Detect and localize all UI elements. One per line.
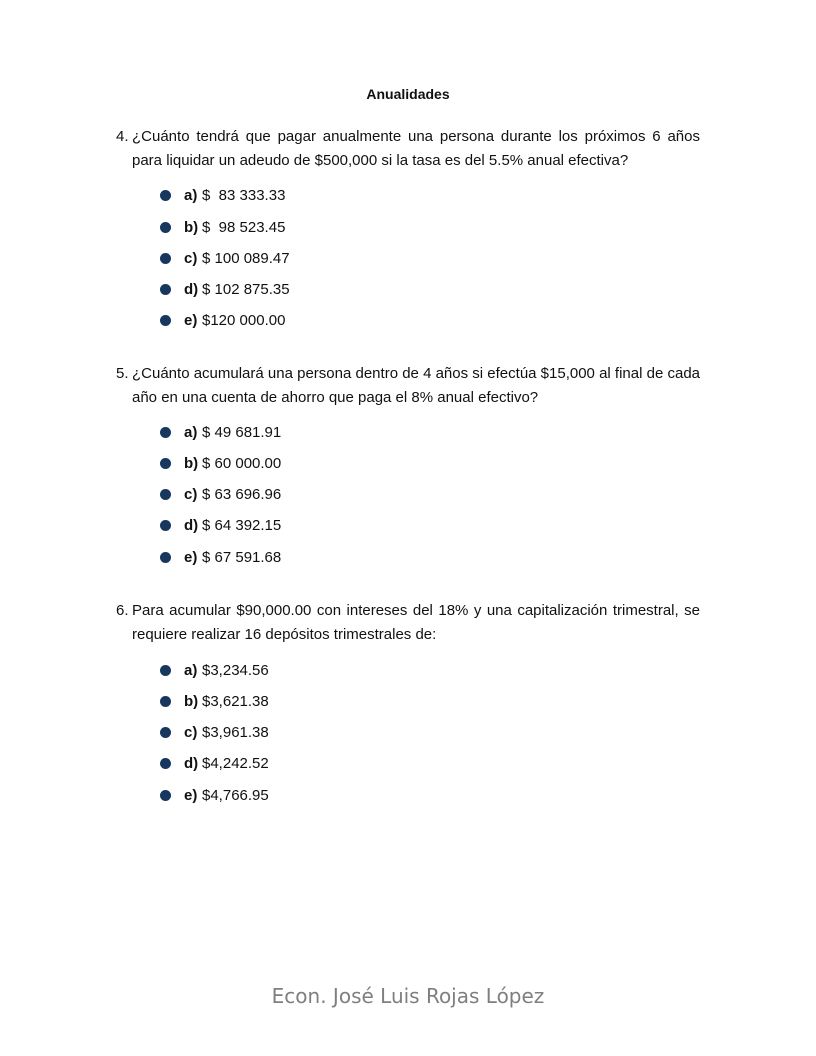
bullet-icon	[160, 665, 171, 676]
option-label: d)	[184, 281, 199, 298]
bullet-icon	[160, 458, 171, 469]
option-label: a)	[184, 662, 198, 679]
option-value: $ 67 591.68	[202, 549, 282, 566]
bullet-icon	[160, 253, 171, 264]
option-label: c)	[184, 486, 198, 503]
bullet-icon	[160, 520, 171, 531]
option-value: $ 100 089.47	[202, 250, 290, 267]
option-label: e)	[184, 549, 198, 566]
option-label: a)	[184, 187, 198, 204]
option-label: a)	[184, 424, 198, 441]
option-label: e)	[184, 787, 198, 804]
option-value: $ 98 523.45	[202, 219, 286, 236]
option-value: $4,766.95	[202, 787, 269, 804]
option-label: d)	[184, 755, 199, 772]
option-value: $ 64 392.15	[202, 517, 282, 534]
option-value: $ 49 681.91	[202, 424, 282, 441]
option-value: $120 000.00	[202, 312, 286, 329]
bullet-icon	[160, 427, 171, 438]
bullet-icon	[160, 489, 171, 500]
author-footer: Econ. José Luis Rojas López	[271, 984, 545, 1008]
option-label: d)	[184, 517, 199, 534]
option-label: b)	[184, 455, 199, 472]
bullet-icon	[160, 284, 171, 295]
question-number: 5.	[116, 365, 129, 382]
bullet-icon	[160, 758, 171, 769]
question-text: ¿Cuánto tendrá que pagar anualmente una persona durante los próximos 6 años para liquidar un adeudo de $500,000 si la tasa es del 5.5% anual efectiva?	[132, 128, 700, 169]
question-text: Para acumular $90,000.00 con intereses del 18% y una capitalización trimestral, se requiere realizar 16 depósitos trimestrales de:	[132, 602, 700, 643]
question-number: 6.	[116, 602, 129, 619]
question-5	[116, 362, 700, 410]
option-value: $ 83 333.33	[202, 187, 286, 204]
bullet-icon	[160, 222, 171, 233]
option-label: c)	[184, 250, 198, 267]
bullet-icon	[160, 790, 171, 801]
option-value: $3,234.56	[202, 662, 269, 679]
bullet-icon	[160, 315, 171, 326]
option-value: $ 102 875.35	[202, 281, 290, 298]
bullet-icon	[160, 190, 171, 201]
option-label: b)	[184, 693, 199, 710]
option-value: $3,621.38	[202, 693, 269, 710]
option-label: e)	[184, 312, 198, 329]
option-label: b)	[184, 219, 199, 236]
question-number: 4.	[116, 128, 129, 145]
option-label: c)	[184, 724, 198, 741]
option-value: $ 60 000.00	[202, 455, 282, 472]
question-6	[116, 599, 700, 647]
option-value: $4,242.52	[202, 755, 269, 772]
bullet-icon	[160, 696, 171, 707]
question-4	[116, 125, 700, 173]
bullet-icon	[160, 552, 171, 563]
option-value: $ 63 696.96	[202, 486, 282, 503]
page-title: Anualidades	[366, 86, 450, 102]
question-text: ¿Cuánto acumulará una persona dentro de 4 años si efectúa $15,000 al final de cada año en una cuenta de ahorro que paga el 8% anual efectivo?	[132, 365, 700, 406]
option-value: $3,961.38	[202, 724, 269, 741]
bullet-icon	[160, 727, 171, 738]
